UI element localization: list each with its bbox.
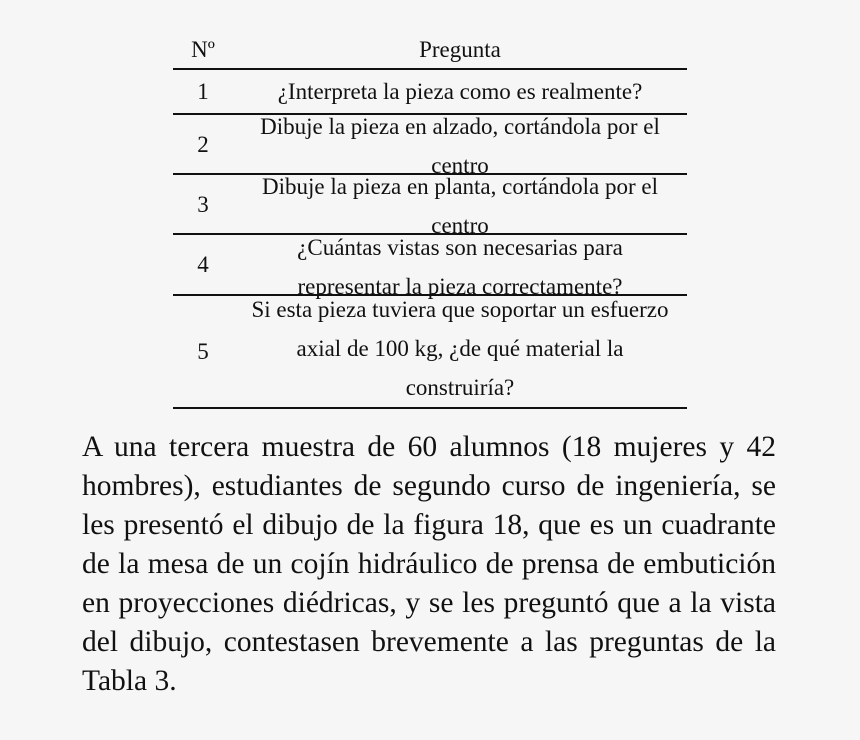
questions-table-container bbox=[173, 32, 687, 409]
row-number: 2 bbox=[173, 114, 233, 174]
row-question: Si esta pieza tuviera que soportar un esfuerzo axial de 100 kg, ¿de qué material la construiría? bbox=[251, 297, 669, 400]
row-question: ¿Cuántas vistas son necesarias para representar la pieza correctamente? bbox=[297, 234, 623, 299]
row-question-cell bbox=[233, 295, 687, 408]
header-question: Pregunta bbox=[233, 32, 687, 69]
row-number: 3 bbox=[173, 174, 233, 234]
table-row bbox=[173, 174, 687, 234]
row-question: Dibuje la pieza en alzado, cortándola por el centro bbox=[260, 114, 660, 178]
row-number: 4 bbox=[173, 234, 233, 295]
row-number: 1 bbox=[173, 69, 233, 114]
row-question: ¿Interpreta la pieza como es realmente? bbox=[277, 79, 643, 104]
row-question-cell bbox=[233, 114, 687, 178]
row-question: Dibuje la pieza en planta, cortándola por el centro bbox=[262, 174, 658, 238]
body-paragraph: A una tercera muestra de 60 alumnos (18 mujeres y 42 hombres), estudiantes de segundo curso de ingeniería, se les presentó el dibujo de la figura 18, que es un cuadrante de la mesa de un cojín hidráulico de prensa de embutición en proyecciones diédricas, y se les preguntó que a la vista del dibujo, contestasen brevemente a las preguntas de la Tabla 3. bbox=[82, 431, 776, 697]
table-row bbox=[173, 114, 687, 174]
table-row bbox=[173, 234, 687, 295]
header-number: Nº bbox=[173, 32, 233, 69]
table-header-row bbox=[173, 32, 687, 69]
row-question-cell bbox=[233, 174, 687, 238]
questions-table bbox=[173, 32, 687, 409]
row-number: 5 bbox=[173, 295, 233, 408]
row-question-cell bbox=[233, 234, 687, 299]
table-row bbox=[173, 295, 687, 408]
